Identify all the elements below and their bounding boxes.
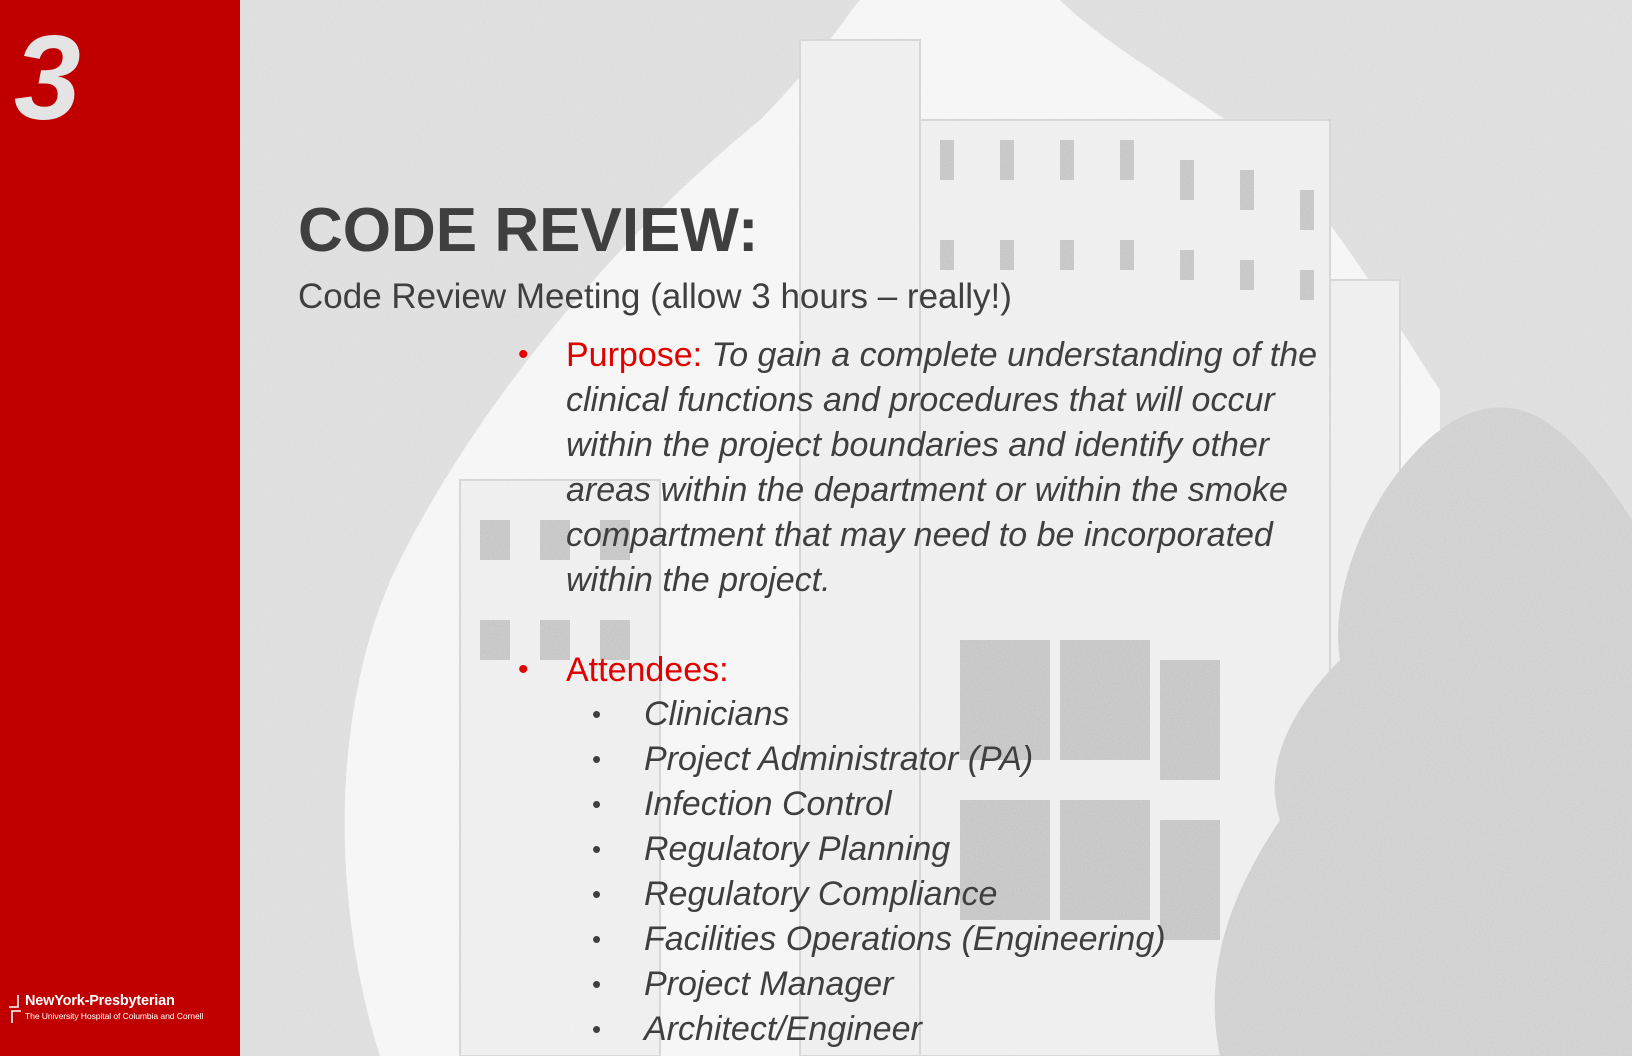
- slide-number: 3: [14, 11, 81, 145]
- attendees-label: Attendees:: [566, 651, 729, 689]
- slide-title: CODE REVIEW:: [298, 196, 759, 265]
- bullet-dot: •: [592, 789, 602, 819]
- bullet-dot: •: [592, 744, 602, 774]
- attendee-text: Architect/Engineer: [644, 1010, 922, 1048]
- sidebar-panel: [0, 0, 240, 1056]
- attendee-text: Regulatory Planning: [644, 830, 951, 868]
- logo-bracket-icon: [8, 995, 22, 1023]
- purpose-bullet: •: [518, 338, 529, 371]
- attendee-text: Project Administrator (PA): [644, 740, 1034, 778]
- attendee-text: Facilities Operations (Engineering): [644, 920, 1166, 958]
- attendees-bullet: •: [518, 653, 529, 686]
- bullet-dot: •: [592, 1014, 602, 1044]
- bullet-dot: •: [592, 969, 602, 999]
- logo-name: NewYork-Presbyterian: [25, 993, 175, 1009]
- bullet-dot: •: [592, 834, 602, 864]
- attendee-text: Regulatory Compliance: [644, 875, 998, 913]
- logo-tagline: The University Hospital of Columbia and Cornell: [25, 1011, 204, 1021]
- attendee-text: Project Manager: [644, 965, 894, 1003]
- purpose-label: Purpose:: [566, 336, 703, 374]
- hospital-logo: [8, 993, 234, 1023]
- attendee-text: Clinicians: [644, 695, 790, 733]
- bullet-dot: •: [592, 699, 602, 729]
- bullet-dot: •: [592, 924, 602, 954]
- attendee-text: Infection Control: [644, 785, 892, 823]
- slide-subtitle: Code Review Meeting (allow 3 hours – really!): [298, 277, 1012, 316]
- bullet-dot: •: [592, 879, 602, 909]
- purpose-text: To gain a complete understanding of the clinical functions and procedures that will occur within the project boundaries and identify other areas within the department or within the smoke compartment that may need to be incorporated within the project.: [566, 336, 1318, 599]
- purpose-paragraph: [566, 333, 1346, 603]
